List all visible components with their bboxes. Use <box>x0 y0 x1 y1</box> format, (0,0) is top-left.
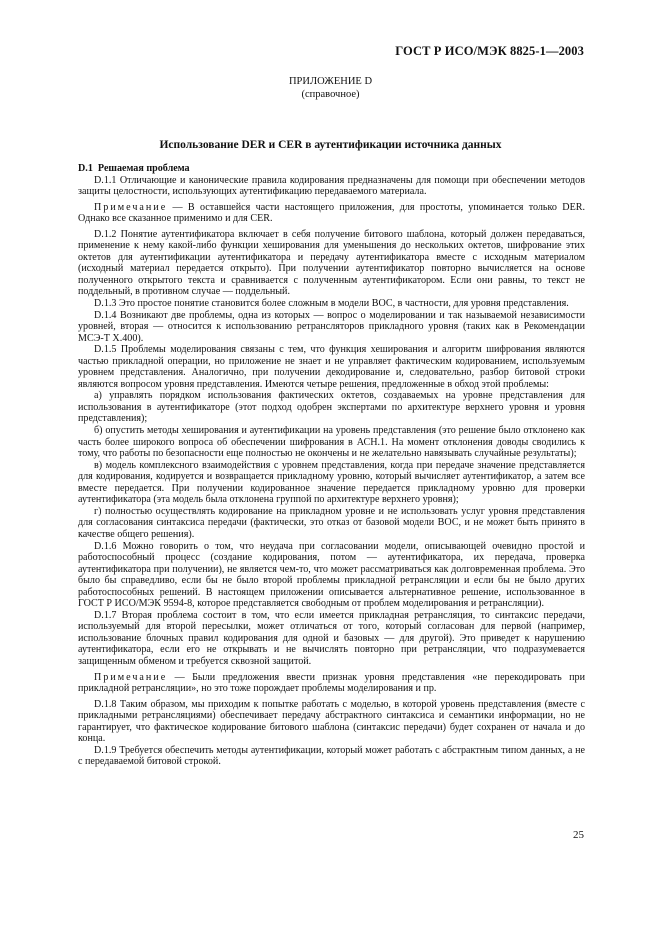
document-title: Использование DER и CER в аутентификации источника данных <box>159 139 502 151</box>
list-item-b: б) опустить методы хеширования и аутентификации на уровень представления (это решение было отклонено как часть более широкого вопроса об обеспечении шифрования в АСН.1. На момент отклонения доводы сводились к тому, что работы по безопасности еще полностью не окончены и не желательно навязывать случайные результаты); <box>78 425 585 460</box>
note-1-text: — В оставшейся части настоящего приложения, для простоты, упоминается только DER. Однако все сказанное применимо и для CER. <box>78 201 585 225</box>
paragraph-d-1-7: D.1.7 Вторая проблема состоит в том, что если имеется прикладная ретрансляция, то синтаксис передачи, используемый для второй пересылки, может отличаться от того, который согласован для первой (например, использование блочных правил кодирования для одной и базовых — для другой). Это приведет к нарушению аутентификатора, если его не открывать и не вычислять повторно при ретрансляции, что подразумевается защищенным обменом и требуется сквозной защитой. <box>78 609 585 667</box>
list-item-d: г) полностью осуществлять кодирование на прикладном уровне и не использовать услуг уровня представления для согласования синтаксиса передачи (фактически, это отказ от базовой модели ВОС, и не может быть принято в качестве общего решения). <box>78 505 585 540</box>
annex-title: ПРИЛОЖЕНИЕ D <box>288 76 373 87</box>
page-number: 25 <box>573 829 584 841</box>
paragraph-d-1-9: D.1.9 Требуется обеспечить методы аутентификации, который может работать с абстрактным типом данных, а не с передаваемой битовой строкой. <box>78 744 585 768</box>
paragraph-d-1-8: D.1.8 Таким образом, мы приходим к попытке работать с моделью, в которой уровень представления (вместе с прикладными ретрансляциями) обеспечивает передачу абстрактного синтаксиса и семантики информации, но не гарантирует, что фактическое кодирование битового шаблона (синтаксис передачи) будет сохранен от начала и до конца. <box>78 698 585 745</box>
document-body <box>78 163 585 768</box>
paragraph-d-1-5: D.1.5 Проблемы моделирования связаны с тем, что функция хеширования и алгоритм шифрования являются частью прикладной операции, но приложение не знает и не управляет фактическим кодированием, используемым уровнем представления. Аналогично, при получении декодирование и, следовательно, разбор битовой строки являются вопросом уровня представления. Имеются четыре решения, предложенные в обход этой проблемы: <box>78 344 585 390</box>
annex-subtitle: (справочное) <box>301 89 360 100</box>
paragraph-d-1-1: D.1.1 Отличающие и канонические правила кодирования предназначены для помощи при обеспечении методов защиты целостности, использующих аутентификацию передаваемого материала. <box>78 174 585 198</box>
note-2-text: — Были предложения ввести признак уровня представления «не перекодировать при прикладной ретрансляции», но это тоже порождает проблемы моделирования и пр. <box>78 671 585 695</box>
standard-header: ГОСТ Р ИСО/МЭК 8825-1—2003 <box>395 44 584 58</box>
paragraph-d-1-2: D.1.2 Понятие аутентификатора включает в себя получение битового шаблона, который должен передаваться, применение к нему какой-либо функции хеширования для уменьшения до нескольких октетов, шифрование этих октетов для аутентификации аутентификатора и передачу аутентификатора вместе с исходным материалом (исходный материал передается открыто). При получении аутентификатор повторно вычисляется на основе полученного открытого текста и сравнивается с полученным аутентификатором. Если они равны, то текст не поддельный, в противном случае — поддельный. <box>78 228 585 298</box>
paragraph-d-1-3: D.1.3 Это простое понятие становится более сложным в модели ВОС, в частности, для уровня представления. <box>94 298 569 310</box>
paragraph-d-1-6: D.1.6 Можно говорить о том, что неудача при согласовании модели, описывающей очевидно простой и работоспособный процесс (создание кодирования, потом — аутентификатора, их передача, проверка аутентификатора при получении), не является чем-то, что может рассматриваться как долговременная проблема. Это было бы справедливо, если бы не было второй проблемы прикладной ретрансляции и если бы не было других работоспособных решений. В настоящем приложении описывается альтернативное решение, использованное в ГОСТ Р ИСО/МЭК 9594-8, которое представляется свободным от проблем моделирования и ретрансляции). <box>78 540 585 610</box>
list-item-a: а) управлять порядком использования фактических октетов, создаваемых на уровне представления для использования в аутентификаторе (этот подход одобрен экспертами по архитектуре верхнего уровня и уровня представления); <box>78 390 585 425</box>
note-1-label: Примечание <box>94 201 168 213</box>
section-heading <box>78 163 585 175</box>
note-1 <box>78 202 585 225</box>
section-title: Решаемая проблема <box>97 163 190 174</box>
paragraph-d-1-4: D.1.4 Возникают две проблемы, одна из которых — вопрос о моделировании и так называемой независимости уровней, вторая — относится к использованию ретрансляторов прикладного уровня (таких как в Рекомендации МСЭ-Т Х.400). <box>78 309 585 344</box>
note-2-label: Примечание <box>94 671 168 683</box>
list-item-c: в) модель комплексного взаимодействия с уровнем представления, когда при передаче значение представляется для кодирования, кодируется и возвращается прикладному уровню, который вычисляет аутентификатор, а затем все вместе передается. При получении кодированное значение передается прикладному уровню для проверки аутентификатора (эта модель была отклонена группой по архитектуре верхнего уровня); <box>78 459 585 506</box>
section-number: D.1 <box>78 163 93 174</box>
note-2 <box>78 672 585 695</box>
